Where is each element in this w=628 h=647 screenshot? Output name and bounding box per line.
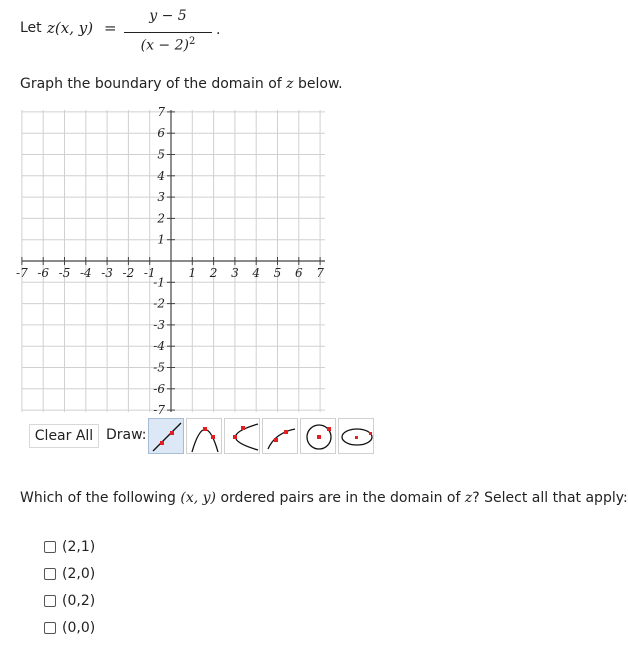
checkbox[interactable]	[44, 595, 56, 607]
y-tick-label: -1	[153, 275, 165, 290]
y-tick-label: -5	[153, 360, 165, 375]
fraction-numerator: y − 5	[149, 8, 187, 24]
axes	[22, 110, 325, 412]
x-tick-label: -6	[37, 266, 50, 280]
graph-instruction-text: Graph the boundary of the domain of	[20, 76, 287, 92]
ellipse-tool[interactable]	[338, 418, 374, 454]
x-tick-label: -5	[58, 266, 71, 280]
circle-tool[interactable]	[300, 418, 336, 454]
x-tick-label: 2	[209, 266, 218, 280]
x-tick-label: -1	[143, 266, 156, 280]
x-tick-label: 7	[316, 266, 324, 280]
choice-label: (2,0)	[62, 566, 96, 582]
x-tick-label: -7	[16, 266, 28, 280]
y-tick-label: 2	[157, 211, 165, 226]
x-tick-label: 3	[231, 266, 239, 280]
y-tick-label: 3	[157, 190, 165, 205]
ellipse-icon	[339, 419, 375, 455]
choice-label: (2,1)	[62, 539, 96, 555]
graph-instruction-var: z	[286, 76, 294, 92]
checkbox[interactable]	[44, 568, 56, 580]
y-tick-label: -2	[153, 296, 165, 311]
curve-icon	[263, 419, 299, 455]
sideways-parabola-icon	[225, 419, 261, 455]
x-tick-label: -2	[122, 266, 135, 280]
equals-sign: =	[104, 19, 117, 37]
x-tick-label: -4	[79, 266, 92, 280]
function-name: z(x, y)	[47, 19, 94, 37]
parabola-icon	[187, 419, 223, 455]
domain-question-pair: (x, y)	[180, 490, 217, 506]
x-tick-label: 1	[188, 266, 197, 280]
line-icon	[149, 419, 185, 455]
domain-question-tail: ? Select all that apply:	[472, 490, 628, 506]
y-tick-label: -7	[153, 403, 165, 418]
domain-question-middle: ordered pairs are in the domain of	[216, 490, 465, 506]
question-period: .	[216, 22, 221, 38]
x-tick-label: 4	[252, 266, 261, 280]
domain-question-text: Which of the following	[20, 490, 181, 506]
y-tick-label: -6	[153, 381, 165, 396]
x-tick-label: -3	[101, 266, 113, 280]
draw-label: Draw:	[106, 427, 147, 443]
clear-all-button[interactable]: Clear All	[29, 424, 99, 448]
circle-icon	[301, 419, 337, 455]
curve-tool[interactable]	[262, 418, 298, 454]
choice-label: (0,0)	[62, 620, 96, 636]
y-tick-label: -3	[153, 317, 165, 332]
checkbox[interactable]	[44, 622, 56, 634]
sideways-parabola-tool[interactable]	[224, 418, 260, 454]
y-tick-label: -4	[153, 339, 165, 354]
x-tick-label: 6	[294, 266, 303, 280]
denominator-exponent: 2	[188, 36, 196, 47]
y-tick-label: 1	[157, 232, 165, 247]
x-tick-label: 5	[273, 266, 282, 280]
question-prefix: Let	[20, 20, 42, 36]
y-tick-label: 5	[157, 147, 165, 162]
domain-question-var: z	[464, 490, 473, 506]
y-tick-label: 4	[157, 168, 165, 183]
y-tick-label: 7	[157, 104, 165, 119]
parabola-tool[interactable]	[186, 418, 222, 454]
domain-question	[20, 490, 628, 506]
denominator-base: (x − 2)	[140, 37, 189, 54]
line-tool[interactable]	[148, 418, 184, 454]
checkbox[interactable]	[44, 541, 56, 553]
graph-instruction-tail: below.	[293, 76, 343, 92]
y-tick-label: 6	[157, 126, 165, 141]
choice-label: (0,2)	[62, 593, 96, 609]
